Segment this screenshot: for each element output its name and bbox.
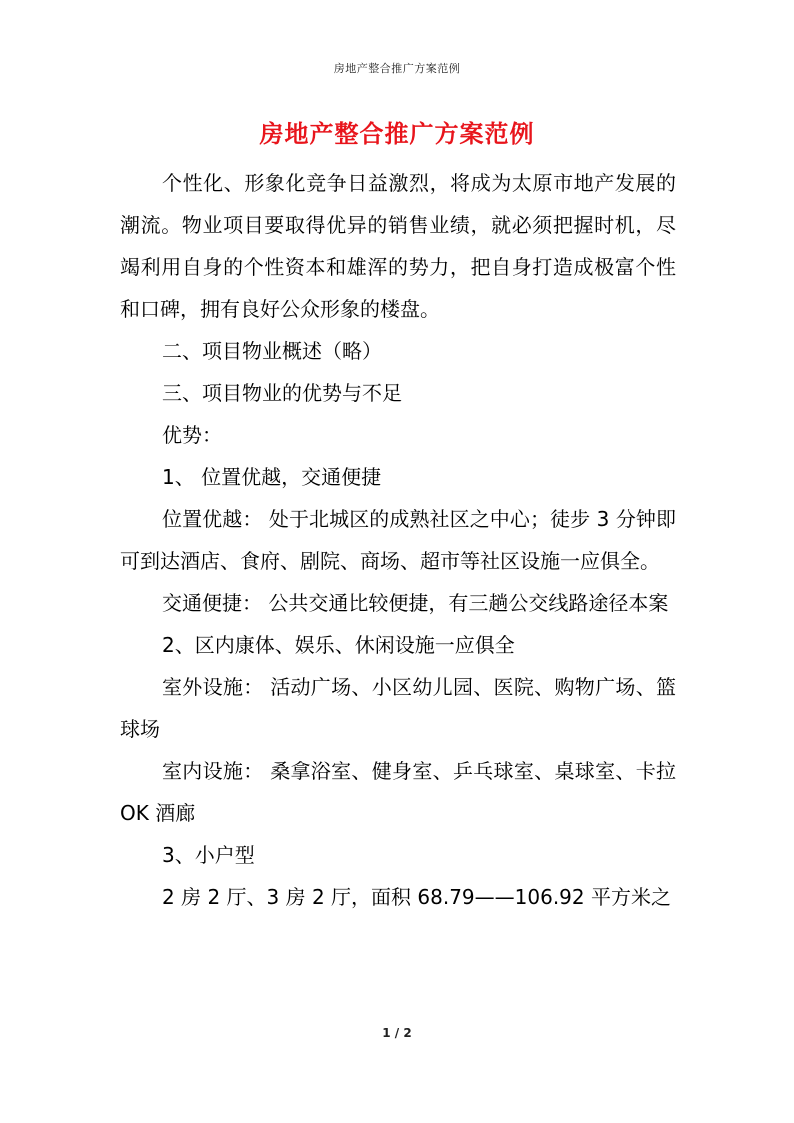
item-small-units-heading: 3、小户型 [162,843,255,867]
item-facilities-heading: 2、区内康体、娱乐、休闲设施一应俱全 [162,633,515,657]
section-heading-advantages: 三、项目物业的优势与不足 [162,381,402,405]
section-heading-overview: 二、项目物业概述（略） [162,339,382,363]
paragraph-outdoor-facilities: 室外设施： 活动广场、小区幼儿园、医院、购物广场、篮球场 [120,675,676,741]
page-header: 房地产整合推广方案范例 [333,62,461,75]
paragraph-indoor-facilities: 室内设施： 桑拿浴室、健身室、乒乓球室、桌球室、卡拉 OK 酒廊 [120,759,676,825]
paragraph-location: 位置优越： 处于北城区的成熟社区之中心；徒步 3 分钟即可到达酒店、食府、剧院、商场、超市等社区设施一应俱全。 [120,507,676,573]
document-body [120,162,676,918]
page-number: 1 / 2 [382,1026,412,1040]
paragraph-transport: 交通便捷： 公共交通比较便捷，有三趟公交线路途径本案 [162,591,669,615]
label-advantages: 优势： [162,423,222,447]
paragraph-intro: 个性化、形象化竞争日益激烈，将成为太原市地产发展的潮流。物业项目要取得优异的销售业绩，就必须把握时机，尽竭利用自身的个性资本和雄浑的势力，把自身打造成极富个性和口碑，拥有良好公众形象的楼盘。 [120,171,676,321]
document-title: 房地产整合推广方案范例 [259,120,535,148]
paragraph-unit-types: 2 房 2 厅、3 房 2 厅，面积 68.79——106.92 平方米之 [162,885,671,909]
item-location-heading: 1、 位置优越，交通便捷 [162,465,382,489]
